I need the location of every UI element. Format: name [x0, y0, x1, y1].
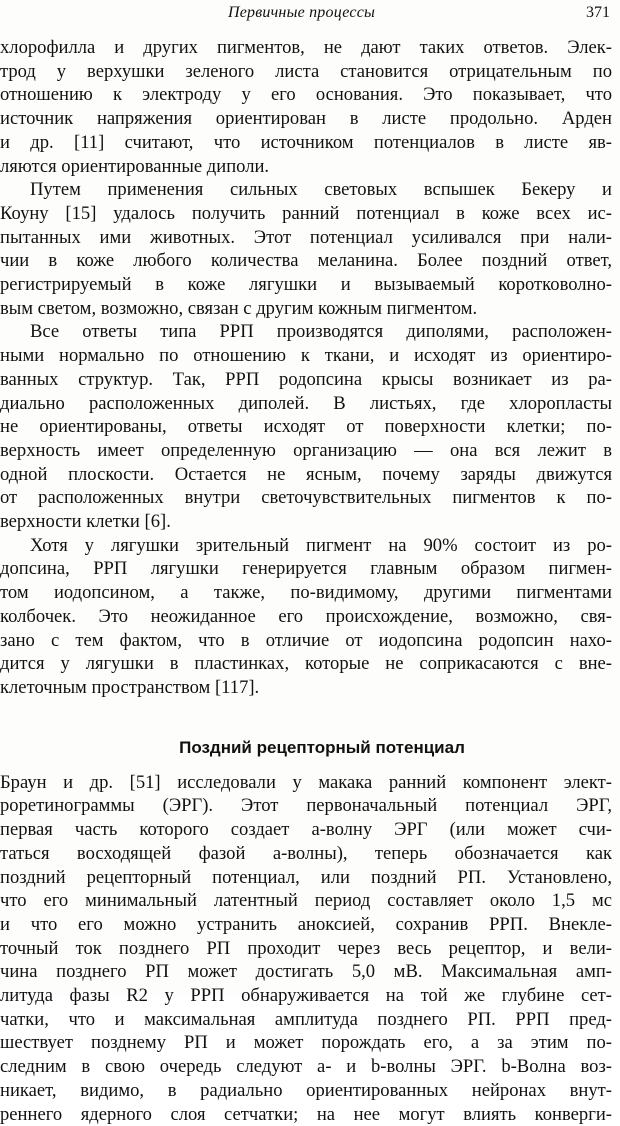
- paragraph: [0, 534, 612, 700]
- text-line: допсина, РРП лягушки генерируется главным образом пигмен-: [0, 558, 612, 580]
- text-line: вым светом, возможно, связан с другим кожным пигментом.: [0, 297, 478, 319]
- text-line: роретинограммы (ЭРГ). Этот первоначальный потенциал ЭРГ,: [0, 795, 612, 817]
- text-line: чии в коже любого количества меланина. Более поздний ответ,: [0, 250, 612, 272]
- running-title: Первичные процессы: [228, 4, 376, 21]
- text-line: ляются ориентированные диполи.: [0, 155, 270, 177]
- text-line: что его минимальный латентный период составляет около 1,5 мс: [0, 890, 612, 912]
- text-line: клеточным пространством [117].: [0, 676, 260, 698]
- text-line: одной плоскости. Остается не ясным, почему заряды движутся: [0, 463, 612, 485]
- paragraph: [0, 178, 612, 320]
- text-line: источник напряжения ориентирован в листе продольно. Арден: [0, 108, 612, 130]
- text-line: таться восходящей фазой а-волны), теперь обозначается как: [0, 842, 612, 864]
- text-line: реннего ядерного слоя сетчатки; на нее могут влиять конверги-: [0, 1103, 612, 1125]
- paragraph: [0, 771, 612, 1126]
- paragraph: [0, 320, 612, 533]
- text-line: хлорофилла и других пигментов, не дают таких ответов. Элек-: [0, 37, 612, 58]
- text-line: ванных структур. Так, РРП родопсина крысы возникает из ра-: [0, 368, 612, 390]
- running-head: [0, 4, 620, 26]
- text-line: никает, видимо, в радиально ориентированных нейронах внут-: [0, 1079, 612, 1101]
- text-line: следним в свою очередь следуют а- и b-волны ЭРГ. b-Волна воз-: [0, 1056, 612, 1078]
- text-line: не ориентированы, ответы исходят от поверхности клетки; по-: [0, 416, 612, 438]
- text-line: регистрируемый в коже лягушки и вызываемый коротковолно-: [0, 274, 612, 296]
- text-line: чатки, что и максимальная амплитуда позднего РП. РРП пред-: [0, 1008, 612, 1030]
- text-line: трод у верхушки зеленого листа становится отрицательным по: [0, 60, 612, 82]
- text-line: диально расположенных диполей. В листьях, где хлоропласты: [0, 392, 612, 414]
- text-line: от расположенных внутри светочувствительных пигментов к по-: [0, 487, 612, 509]
- text-line: Путем применения сильных световых вспышек Бекеру и: [30, 179, 612, 201]
- text-line: отношению к электроду у его основания. Это показывает, что: [0, 84, 612, 106]
- text-line: ными нормально по отношению к ткани, и исходят из ориентиро-: [0, 345, 612, 367]
- text-line: литуда фазы R2 у РРП обнаруживается на той же глубине сет-: [0, 985, 612, 1007]
- text-line: первая часть которого создает а-волну ЭРГ (или может счи-: [0, 819, 612, 841]
- paragraph: [0, 36, 612, 178]
- section-heading: Поздний рецепторный потенциал: [179, 737, 465, 757]
- section-spacer: [0, 700, 612, 736]
- text-line: точный ток позднего РП проходит через весь рецептор, и вели-: [0, 937, 612, 959]
- text-line: пытанных ими животных. Этот потенциал усиливался при нали-: [0, 226, 612, 248]
- text-line: Коуну [15] удалось получить ранний потенциал в коже всех ис-: [0, 202, 612, 224]
- text-line: том иодопсином, а также, по-видимому, другими пигментами: [0, 582, 612, 604]
- text-line: Все ответы типа РРП производятся диполями, расположен-: [30, 321, 612, 343]
- text-line: Хотя у лягушки зрительный пигмент на 90% состоит из ро-: [30, 534, 612, 556]
- text-line: и что его можно устранить аноксией, сохранив РРП. Внекле-: [0, 913, 612, 935]
- text-line: поздний рецепторный потенциал, или поздний РП. Установлено,: [0, 866, 612, 888]
- text-line: шествует позднему РП и может порождать его, а за этим по-: [0, 1032, 612, 1054]
- heading-spacer: [0, 759, 612, 771]
- page-number: 371: [586, 4, 610, 21]
- body-text: [0, 36, 612, 1126]
- text-line: чина позднего РП может достигать 5,0 мВ. Максимальная амп-: [0, 961, 612, 983]
- text-line: верхность имеет определенную организацию — она вся лежит в: [0, 439, 612, 461]
- text-line: колбочек. Это неожиданное его происхождение, возможно, свя-: [0, 605, 612, 627]
- text-line: дится у лягушки в пластинках, которые не соприкасаются с вне-: [0, 653, 612, 675]
- text-line: зано с тем фактом, что в отличие от иодопсина родопсин нахо-: [0, 629, 612, 651]
- text-line: верхности клетки [6].: [0, 511, 171, 533]
- text-line: и др. [11] считают, что источником потенциалов в листе яв-: [0, 131, 612, 153]
- text-line: Браун и др. [51] исследовали у макака ранний компонент элект-: [0, 771, 612, 793]
